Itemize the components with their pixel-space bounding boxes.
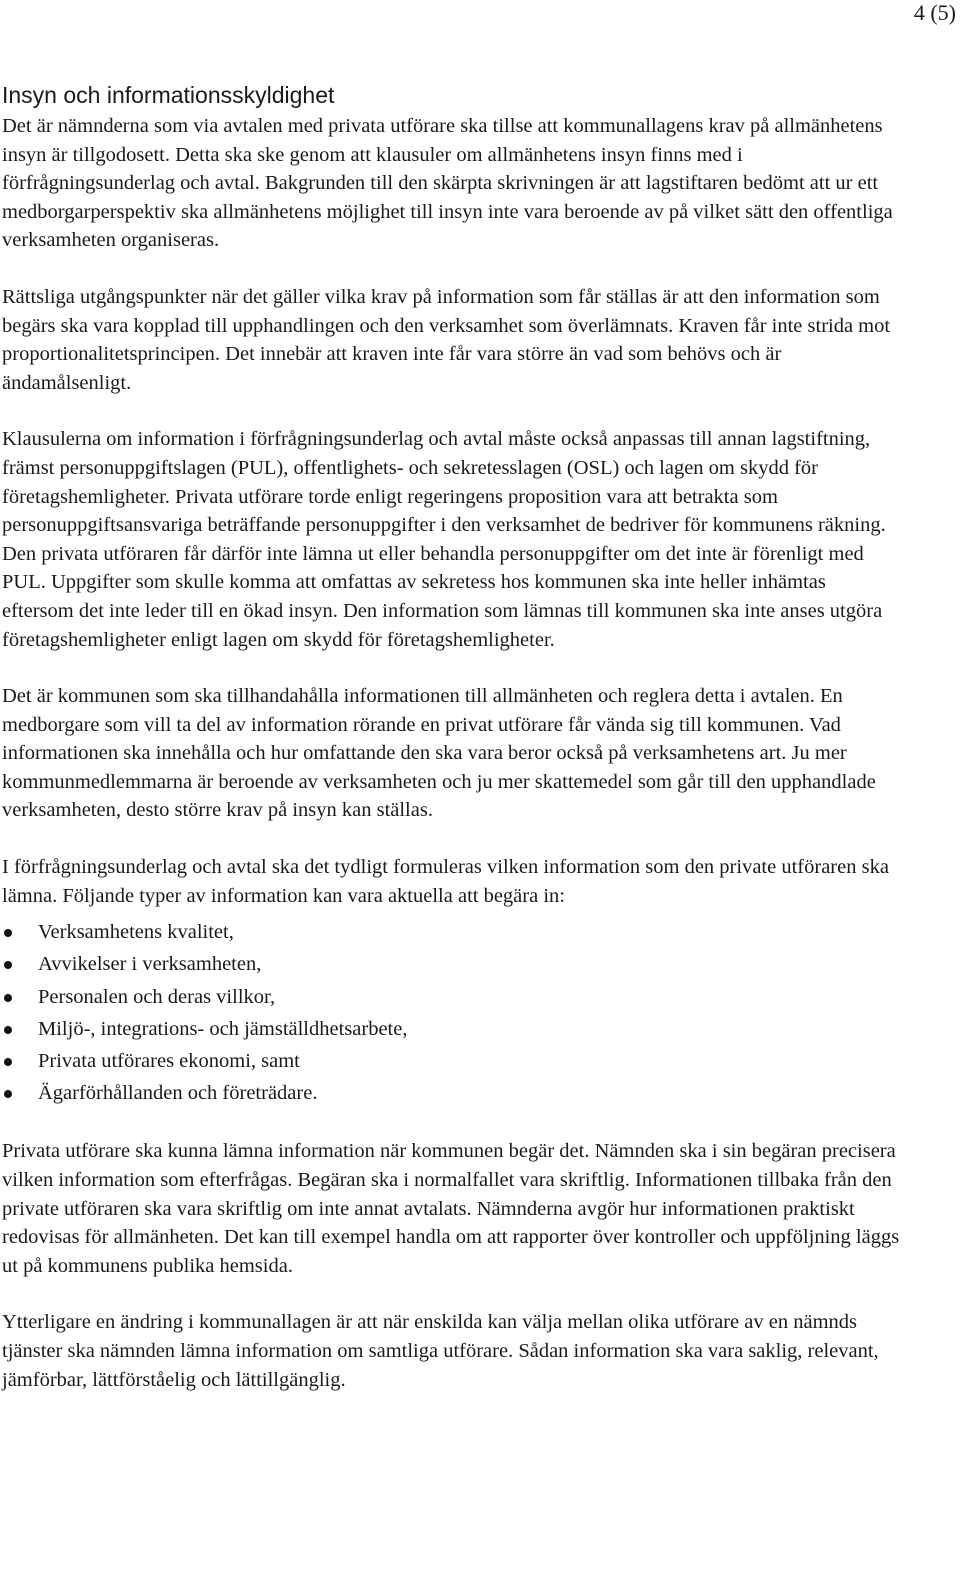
list-item-text: Verksamhetens kvalitet, (38, 921, 234, 944)
list-item (2, 948, 902, 980)
paragraph-municipality-role: Det är kommunen som ska tillhandahålla informationen till allmänheten och reglera detta i avtalen. En medborgare som vill ta del av information rörande en privat utförare får vända sig till kommunen. Vad informationen ska innehålla och hur omfattande den ska vara beror också på verksamhetens art. Ju mer kommunmedlemmarna är beroende av verksamheten och ju mer skattemedel som går till den upphandlade verksamheten, desto större krav på insyn kan ställas. (2, 685, 876, 822)
list-item (2, 916, 902, 948)
section-heading: Insyn och informationsskyldighet (2, 82, 335, 108)
list-item (2, 981, 902, 1013)
bullet-icon (4, 929, 12, 937)
bullet-icon (4, 961, 12, 969)
bullet-icon (4, 1026, 12, 1034)
paragraph-clauses: Klausulerna om information i förfrågningsunderlag och avtal måste också anpassas till annan lagstiftning, främst personuppgiftslagen (PUL), offentlighets- och sekretesslagen (OSL) och lagen om skydd för företagshemligheter. Privata utförare torde enligt regeringens proposition vara att betrakta som personuppgiftsansvariga beträffande personuppgifter i den verksamhet de bedriver för kommunens räkning. Den privata utföraren får därför inte lämna ut eller behandla personuppgifter om det inte är förenligt med PUL. Uppgifter som skulle komma att omfattas av sekretess hos kommunen ska inte heller inhämtas eftersom det inte leder till en ökad insyn. Den information som lämnas till kommunen ska inte anses utgöra företagshemligheter enligt lagen om skydd för företagshemligheter. (2, 428, 886, 651)
list-item-text: Miljö-, integrations- och jämställdhetsarbete, (38, 1017, 408, 1040)
information-type-list (2, 916, 902, 1109)
list-item (2, 1077, 902, 1109)
paragraph-info-types: I förfrågningsunderlag och avtal ska det tydligt formuleras vilken information som den private utföraren ska lämna. Följande typer av information kan vara aktuella att begära in: (2, 856, 889, 907)
paragraph-reporting: Privata utförare ska kunna lämna information när kommunen begär det. Nämnden ska i sin begäran precisera vilken information som efterfrågas. Begäran ska i normalfallet vara skriftlig. Informationen tillbaka från den private utföraren ska vara skriftlig om inte annat avtalats. Nämnderna avgör hur informationen praktiskt redovisas för allmänheten. Det kan till exempel handla om att rapporter över kontroller och uppföljning läggs ut på kommunens publika hemsida. (2, 1140, 900, 1277)
page-number: 4 (5) (913, 0, 956, 25)
bullet-icon (4, 994, 12, 1002)
paragraph-legal-basis: Rättsliga utgångspunkter när det gäller vilka krav på information som får ställas är att den information som begärs ska vara kopplad till upphandlingen och den verksamhet som överlämnats. Kraven får inte strida mot proportionalitetsprincipen. Det innebär att kraven inte får vara större än vad som behövs och är ändamålsenligt. (2, 285, 891, 394)
list-item (2, 1045, 902, 1077)
list-item-text: Avvikelser i verksamheten, (38, 953, 262, 976)
list-item (2, 1013, 902, 1045)
paragraph-amendment: Ytterligare en ändring i kommunallagen är att när enskilda kan välja mellan olika utförare av en nämnds tjänster ska nämnden lämna information om samtliga utförare. Sådan information ska vara saklig, relevant, jämförbar, lättförståelig och lättillgänglig. (2, 1311, 879, 1391)
list-item-text: Ägarförhållanden och företrädare. (38, 1082, 318, 1105)
list-item-text: Privata utförares ekonomi, samt (38, 1050, 300, 1073)
document-body (2, 80, 902, 1422)
paragraph-intro: Det är nämnderna som via avtalen med privata utförare ska tillse att kommunallagens krav på allmänhetens insyn är tillgodosett. Detta ska ske genom att klausuler om allmänhetens insyn finns med i förfrågningsunderlag och avtal. Bakgrunden till den skärpta skrivningen är att lagstiftaren bedömt att ur ett medborgarperspektiv ska allmänhetens möjlighet till insyn inte vara beroende av på vilket sätt den offentliga verksamheten organiseras. (2, 115, 893, 252)
list-item-text: Personalen och deras villkor, (38, 985, 276, 1008)
bullet-icon (4, 1058, 12, 1066)
bullet-icon (4, 1090, 12, 1098)
